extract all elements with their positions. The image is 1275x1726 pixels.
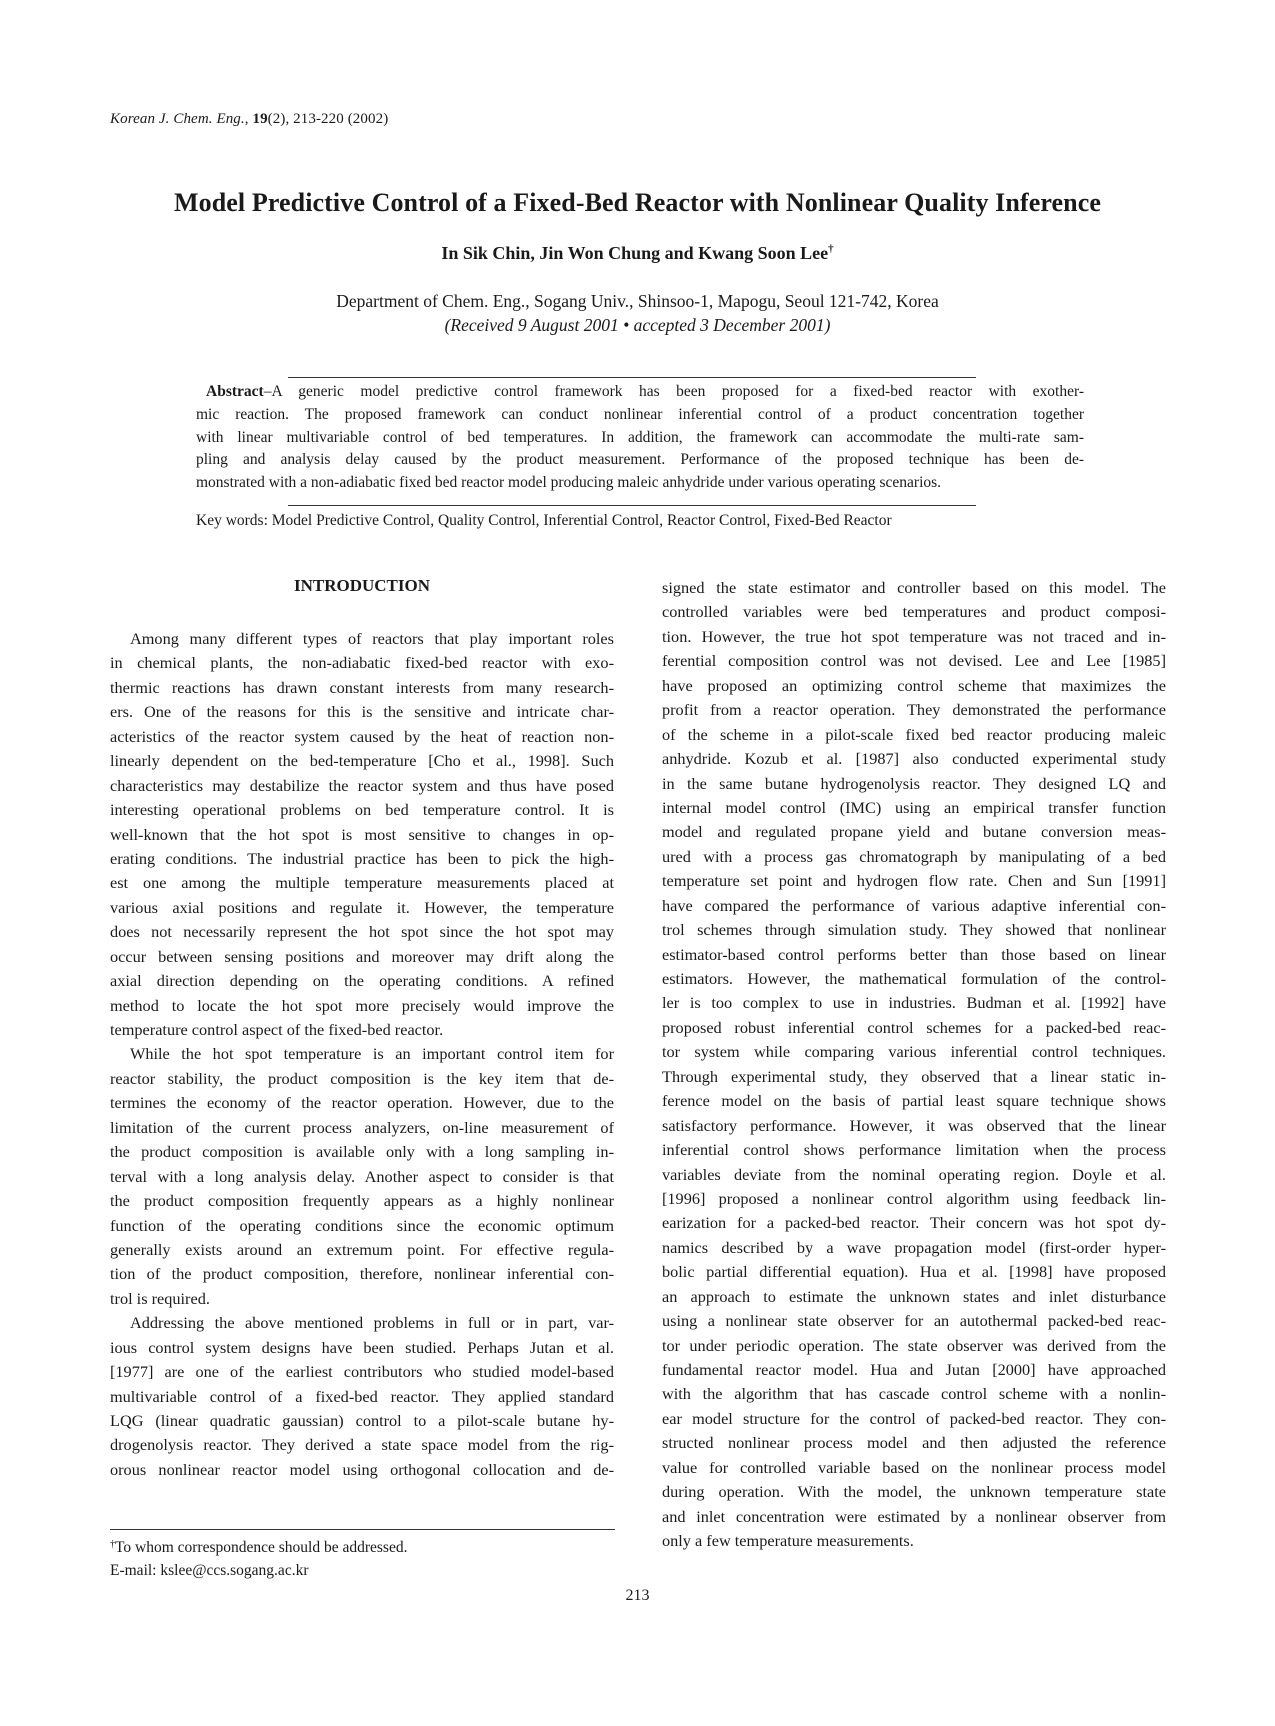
footnote-mark: †	[110, 1539, 115, 1550]
text-line: acteristics of the reactor system caused by the heat of reaction non-	[110, 726, 614, 746]
author-list	[0, 243, 1275, 264]
text-line: model and regulated propane yield and butane conversion meas-	[662, 822, 1166, 842]
text-line: est one among the multiple temperature measurements placed at	[110, 873, 614, 893]
abstract-line: mic reaction. The proposed framework can conduct nonlinear inferential control of a product concentration together	[196, 405, 1084, 423]
abstract-top-rule	[288, 377, 976, 378]
text-line: axial direction depending on the operating conditions. A refined	[110, 971, 614, 991]
text-line: ers. One of the reasons for this is the sensitive and intricate char-	[110, 702, 614, 722]
abstract-bottom-rule	[288, 505, 976, 506]
text-line: trol is required.	[110, 1288, 210, 1308]
text-line: satisfactory performance. However, it was observed that the linear	[662, 1115, 1166, 1135]
abstract-line: with linear multivariable control of bed temperatures. In addition, the framework can accommodate the multi-rate sam-	[196, 428, 1084, 446]
text-line: does not necessarily represent the hot spot since the hot spot may	[110, 922, 614, 942]
text-line: using a nonlinear state observer for an autothermal packed-bed reac-	[662, 1311, 1166, 1331]
section-heading-introduction: INTRODUCTION	[293, 576, 431, 595]
text-line: tor system while comparing various inferential control techniques.	[662, 1042, 1166, 1062]
text-line: interesting operational problems on bed temperature control. It is	[110, 800, 614, 820]
text-line: during operation. With the model, the unknown temperature state	[662, 1482, 1166, 1502]
text-line: in the same butane hydrogenolysis reactor. They designed LQ and	[662, 773, 1166, 793]
text-line: tion. However, the true hot spot temperature was not traced and in-	[662, 626, 1166, 646]
text-line: trol schemes through simulation study. They showed that nonlinear	[662, 920, 1166, 940]
text-line: characteristics may destabilize the reactor system and thus have posed	[110, 775, 614, 795]
text-line: While the hot spot temperature is an important control item for	[130, 1044, 614, 1064]
text-line: anhydride. Kozub et al. [1987] also conducted experimental study	[662, 749, 1166, 769]
text-line: LQG (linear quadratic gaussian) control to a pilot-scale butane hy-	[110, 1411, 614, 1430]
text-line: Through experimental study, they observed that a linear static in-	[662, 1066, 1166, 1086]
text-line: tion of the product composition, therefore, nonlinear inferential con-	[110, 1264, 614, 1284]
text-line: linearly dependent on the bed-temperature [Cho et al., 1998]. Such	[110, 751, 614, 771]
affiliation: Department of Chem. Eng., Sogang Univ., Shinsoo-1, Mapogu, Seoul 121-742, Korea	[336, 291, 939, 311]
text-line: have proposed an optimizing control scheme that maximizes the	[662, 675, 1166, 695]
text-line: and inlet concentration were estimated by a nonlinear observer from	[662, 1506, 1166, 1526]
text-line: tor under periodic operation. The state observer was derived from the	[662, 1335, 1166, 1355]
text-line: multivariable control of a fixed-bed reactor. They applied standard	[110, 1386, 614, 1406]
text-line: ious control system designs have been studied. Perhaps Jutan et al.	[110, 1337, 614, 1357]
text-line: function of the operating conditions since the economic optimum	[110, 1215, 614, 1235]
text-line: drogenolysis reactor. They derived a state space model from the rig-	[110, 1435, 614, 1455]
text-line: fundamental reactor model. Hua and Jutan [2000] have approached	[662, 1360, 1166, 1379]
footnote-rule	[110, 1529, 615, 1530]
text-line: temperature set point and hydrogen flow rate. Chen and Sun [1991]	[662, 871, 1166, 891]
journal-reference: Korean J. Chem. Eng., 19(2), 213-220 (2002)	[110, 111, 389, 127]
text-line: profit from a reactor operation. They demonstrated the performance	[662, 700, 1166, 720]
text-line: bolic partial differential equation). Hua et al. [1998] have proposed	[662, 1262, 1166, 1282]
text-line: earization for a packed-bed reactor. Their concern was hot spot dy-	[662, 1213, 1166, 1233]
text-line: limitation of the current process analyzers, on-line measurement of	[110, 1117, 614, 1137]
journal-volume: 19	[252, 111, 268, 127]
paper-title: Model Predictive Control of a Fixed-Bed Reactor with Nonlinear Quality Inference	[173, 188, 1102, 217]
abstract-line: monstrated with a non-adiabatic fixed bed reactor model producing maleic anhydride under various operating scenarios.	[196, 474, 942, 492]
text-line: ear model structure for the control of packed-bed reactor. They con-	[662, 1408, 1166, 1428]
text-line: ler is too complex to use in industries. Budman et al. [1992] have	[662, 993, 1166, 1013]
text-line: proposed robust inferential control schemes for a packed-bed reac-	[662, 1017, 1166, 1037]
text-line: temperature control aspect of the fixed-bed reactor.	[110, 1020, 444, 1039]
text-line: ference model on the basis of partial least square technique shows	[662, 1091, 1166, 1111]
abstract	[196, 381, 1084, 495]
text-line: have compared the performance of various adaptive inferential con-	[662, 895, 1166, 915]
text-line: the product composition is available only with a long sampling in-	[110, 1142, 614, 1162]
text-line: namics described by a wave propagation model (first-order hyper-	[662, 1237, 1166, 1257]
text-line: structed nonlinear process model and then adjusted the reference	[662, 1433, 1166, 1453]
text-line: thermic reactions has drawn constant interests from many research-	[110, 677, 614, 697]
text-line: Addressing the above mentioned problems in full or in part, var-	[130, 1313, 614, 1333]
text-line: inferential control shows performance limitation when the process	[662, 1140, 1166, 1160]
text-line: well-known that the hot spot is most sensitive to changes in op-	[110, 824, 614, 844]
received-dates: (Received 9 August 2001 • accepted 3 December 2001)	[444, 315, 831, 335]
journal-name: Korean J. Chem. Eng.	[110, 111, 245, 127]
journal-issue-pages-year: (2), 213-220 (2002)	[267, 111, 389, 127]
right-column-body	[662, 576, 1166, 1554]
abstract-text: –A generic model predictive control framework has been proposed for a fixed-bed reactor with exother-	[263, 383, 1084, 400]
corresponding-author-mark: †	[828, 243, 834, 255]
abstract-line: pling and analysis delay caused by the product measurement. Performance of the proposed technique has been de-	[196, 451, 1084, 469]
text-line: Among many different types of reactors that play important roles	[130, 629, 614, 648]
text-line: occur between sensing positions and moreover may drift along the	[110, 946, 614, 966]
text-line: only a few temperature measurements.	[662, 1531, 914, 1551]
text-line: terval with a long analysis delay. Another aspect to consider is that	[110, 1166, 614, 1186]
text-line: [1977] are one of the earliest contributors who studied model-based	[110, 1362, 614, 1382]
text-line: an approach to estimate the unknown states and inlet disturbance	[662, 1286, 1166, 1306]
text-line: erating conditions. The industrial practice has been to pick the high-	[110, 848, 614, 868]
footnote-correspondence: To whom correspondence should be addressed.	[115, 1539, 408, 1556]
affiliation-block	[0, 289, 1275, 337]
text-line: with the algorithm that has cascade control scheme with a nonlin-	[662, 1384, 1166, 1404]
left-column-body	[110, 627, 614, 1482]
text-line: termines the economy of the reactor operation. However, due to the	[110, 1093, 614, 1113]
text-line: value for controlled variable based on the nonlinear process model	[662, 1457, 1166, 1477]
text-line: ferential composition control was not devised. Lee and Lee [1985]	[662, 651, 1166, 671]
text-line: signed the state estimator and controller based on this model. The	[662, 578, 1166, 597]
text-line: [1996] proposed a nonlinear control algorithm using feedback lin-	[662, 1188, 1166, 1208]
text-line: internal model control (IMC) using an empirical transfer function	[662, 797, 1166, 817]
text-line: orous nonlinear reactor model using orthogonal collocation and de-	[110, 1459, 614, 1479]
page-number: 213	[625, 1587, 650, 1604]
text-line: reactor stability, the product composition is the key item that de-	[110, 1068, 614, 1088]
text-line: in chemical plants, the non-adiabatic fixed-bed reactor with exo-	[110, 653, 614, 673]
text-line: controlled variables were bed temperatures and product composi-	[662, 602, 1166, 622]
footnote-email: E-mail: kslee@ccs.sogang.ac.kr	[110, 1562, 309, 1579]
text-line: of the scheme in a pilot-scale fixed bed reactor producing maleic	[662, 724, 1166, 744]
text-line: the product composition frequently appears as a highly nonlinear	[110, 1191, 614, 1211]
text-line: various axial positions and regulate it. However, the temperature	[110, 897, 614, 917]
authors-names: In Sik Chin, Jin Won Chung and Kwang Soon Lee	[441, 243, 829, 263]
text-line: variables deviate from the nominal operating region. Doyle et al.	[662, 1164, 1166, 1184]
text-line: ured with a process gas chromatograph by manipulating of a bed	[662, 846, 1166, 866]
abstract-line	[196, 381, 1084, 404]
footnote	[110, 1533, 407, 1582]
text-line: generally exists around an extremum point. For effective regula-	[110, 1239, 614, 1259]
keywords: Key words: Model Predictive Control, Quality Control, Inferential Control, Reactor Control, Fixed-Bed Reactor	[196, 512, 892, 529]
text-line: estimators. However, the mathematical formulation of the control-	[662, 969, 1166, 988]
text-line: method to locate the hot spot more precisely would improve the	[110, 995, 614, 1015]
abstract-label: Abstract	[206, 383, 264, 400]
text-line: estimator-based control performs better than those based on linear	[662, 944, 1166, 964]
